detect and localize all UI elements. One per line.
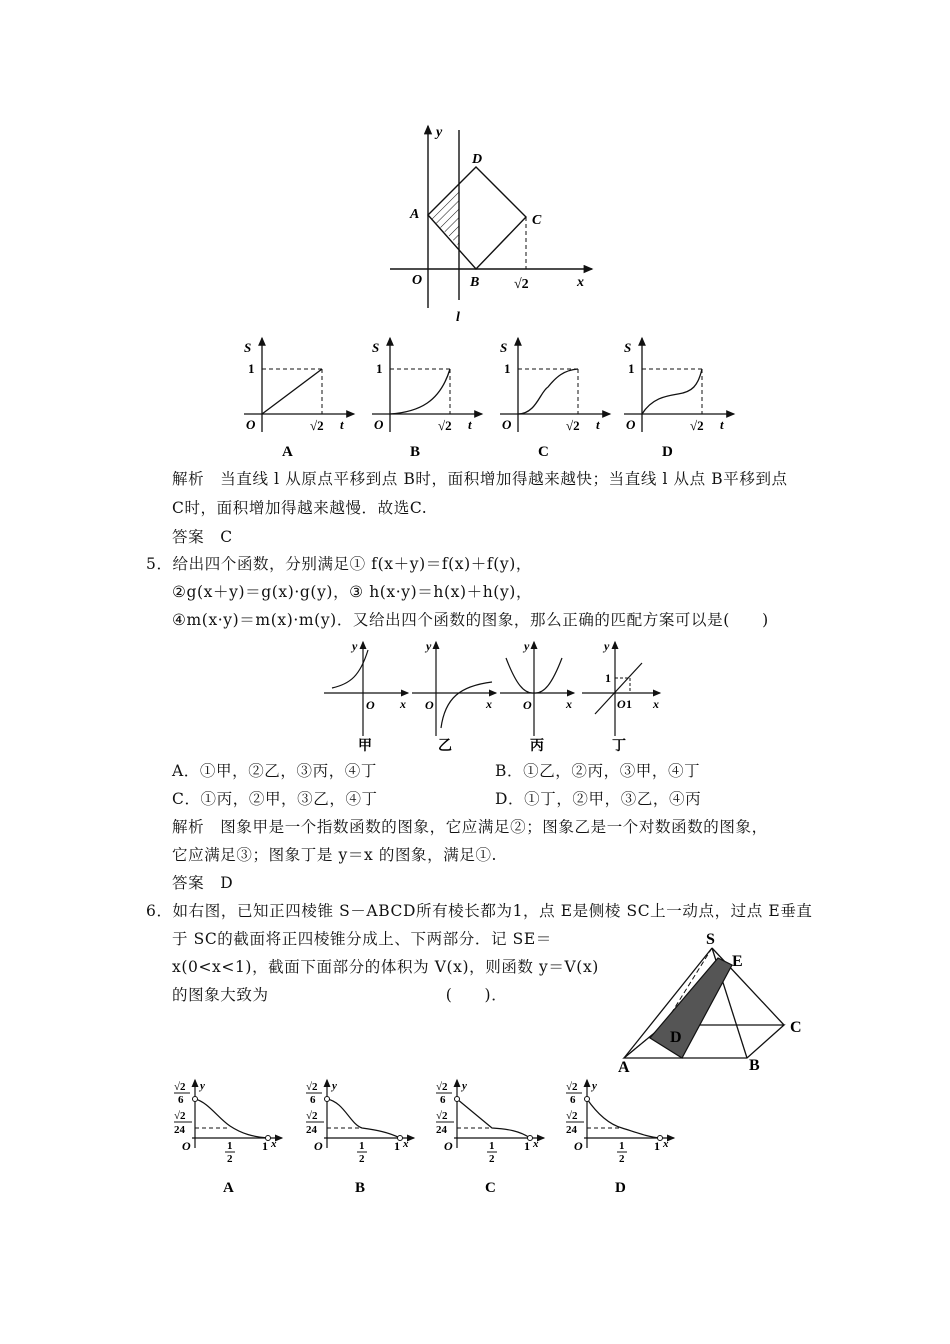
q4-option-graphs <box>236 332 736 462</box>
label-o: O <box>412 273 423 288</box>
origin: O <box>626 417 636 432</box>
svg-text:x: x <box>533 1138 539 1150</box>
svg-text:x: x <box>271 1138 277 1150</box>
svg-text:√2: √2 <box>306 1110 318 1122</box>
q5-stem-line1: 5．给出四个函数，分别满足① f(x＋y)＝f(x)＋f(y)， <box>146 555 532 573</box>
svg-text:C: C <box>485 1180 496 1196</box>
svg-text:6: 6 <box>440 1094 446 1106</box>
label-s: S <box>706 931 715 948</box>
label-e: E <box>732 953 743 970</box>
svg-text:√2: √2 <box>566 1081 578 1093</box>
svg-text:√2: √2 <box>306 1081 318 1093</box>
axis-t: t <box>340 417 344 432</box>
q4-graph-d <box>616 332 740 460</box>
q4-graph-a <box>236 332 360 460</box>
svg-text:D: D <box>615 1180 626 1196</box>
svg-text:O: O <box>182 1139 191 1153</box>
svg-text:x: x <box>566 697 572 711</box>
svg-text:x: x <box>486 697 492 711</box>
svg-text:√2: √2 <box>436 1110 448 1122</box>
svg-text:乙: 乙 <box>438 739 452 754</box>
svg-text:1: 1 <box>524 1139 530 1153</box>
svg-text:丙: 丙 <box>530 739 544 754</box>
axis-s: S <box>244 340 252 355</box>
svg-text:O: O <box>574 1139 583 1153</box>
svg-text:6: 6 <box>310 1094 316 1106</box>
q5-analysis-line2: 它应满足③；图象丁是 y＝x 的图象，满足①. <box>172 846 498 864</box>
q5-answer: 答案 D <box>172 874 234 892</box>
pyramid-figure <box>612 930 817 1080</box>
q5-option-a: A．①甲，②乙，③丙，④丁 <box>172 762 377 780</box>
label-sqrt2: √2 <box>514 277 529 292</box>
q4-analysis-line1: 解析 当直线 l 从原点平移到点 B时，面积增加得越来越快；当直线 l 从点 B平移到点 <box>172 470 788 488</box>
svg-text:2: 2 <box>489 1153 495 1165</box>
tick-sqrt2: √2 <box>566 418 580 433</box>
svg-text:x: x <box>653 697 659 711</box>
q6-graph-b <box>300 1076 430 1201</box>
svg-text:6: 6 <box>570 1094 576 1106</box>
graph-ding <box>582 639 660 754</box>
svg-text:√2: √2 <box>436 1081 448 1093</box>
tick-sqrt2: √2 <box>310 418 324 433</box>
square-region-figure <box>380 118 600 328</box>
svg-text:O: O <box>425 698 434 712</box>
q5-graphs <box>320 636 670 758</box>
q6-stem-line3: x(0<x<1)，截面下面部分的体积为 V(x)，则函数 y＝V(x) <box>172 958 599 976</box>
svg-text:丁: 丁 <box>612 739 626 754</box>
svg-text:√2: √2 <box>174 1081 186 1093</box>
svg-text:x: x <box>663 1138 669 1150</box>
svg-text:1: 1 <box>654 1139 660 1153</box>
q6-stem-line1: 6．如右图，已知正四棱锥 S－ABCD所有棱长都为1，点 E是侧棱 SC上一动点，过点 E垂直 <box>146 902 813 920</box>
svg-text:√2: √2 <box>174 1110 186 1122</box>
svg-text:√2: √2 <box>566 1110 578 1122</box>
svg-text:y: y <box>200 1080 205 1092</box>
svg-text:O: O <box>617 697 626 711</box>
cross-section <box>650 958 732 1058</box>
q4-graph-b <box>364 332 488 460</box>
svg-text:1: 1 <box>619 1140 625 1152</box>
svg-text:1: 1 <box>262 1139 268 1153</box>
tick-1: 1 <box>628 361 635 376</box>
axis-s: S <box>624 340 632 355</box>
label-d: D <box>670 1029 682 1046</box>
tick-sqrt2: √2 <box>690 418 704 433</box>
svg-text:24: 24 <box>306 1124 317 1136</box>
svg-text:1: 1 <box>605 671 611 685</box>
label-c: C <box>790 1019 802 1036</box>
q5-analysis-line1: 解析 图象甲是一个指数函数的图象，它应满足②；图象乙是一个对数函数的图象， <box>172 818 768 836</box>
svg-text:24: 24 <box>566 1124 577 1136</box>
q6-graph-a <box>168 1076 298 1201</box>
q4-answer: 答案 C <box>172 528 233 546</box>
svg-text:y: y <box>604 639 610 653</box>
svg-text:y: y <box>524 639 530 653</box>
tick-1: 1 <box>376 361 383 376</box>
svg-text:6: 6 <box>178 1094 184 1106</box>
q5-stem-line3: ④m(x·y)＝m(x)·m(y)．又给出四个函数的图象，那么正确的匹配方案可以是( ) <box>172 611 769 629</box>
q5-option-c: C．①丙，②甲，③乙，④丁 <box>172 790 378 808</box>
option-letter: D <box>662 444 673 460</box>
svg-text:O: O <box>444 1139 453 1153</box>
label-a: A <box>410 207 420 222</box>
hatched-area <box>428 184 459 246</box>
q5-option-d: D．①丁，②甲，③乙，④丙 <box>495 790 702 808</box>
q4-graph-c <box>492 332 616 460</box>
axis-s: S <box>500 340 508 355</box>
svg-text:B: B <box>355 1180 366 1196</box>
q6-option-graphs <box>168 1076 708 1206</box>
q5-option-b: B．①乙，②丙，③甲，④丁 <box>495 762 701 780</box>
svg-text:y: y <box>332 1080 337 1092</box>
svg-text:24: 24 <box>174 1124 185 1136</box>
svg-text:x: x <box>400 697 406 711</box>
q6-graph-d <box>560 1076 690 1201</box>
tick-1: 1 <box>504 361 511 376</box>
label-d: D <box>472 152 483 167</box>
svg-text:甲: 甲 <box>358 739 372 754</box>
label-c: C <box>532 213 542 228</box>
svg-text:24: 24 <box>436 1124 447 1136</box>
svg-text:1: 1 <box>359 1140 365 1152</box>
svg-text:O: O <box>366 698 375 712</box>
origin: O <box>246 417 256 432</box>
q6-stem-line4: 的图象大致为 ( )． <box>172 986 508 1004</box>
label-y: y <box>436 125 443 140</box>
svg-text:O: O <box>314 1139 323 1153</box>
svg-text:2: 2 <box>227 1153 233 1165</box>
svg-text:1: 1 <box>394 1139 400 1153</box>
axis-t: t <box>720 417 724 432</box>
axis-s: S <box>372 340 380 355</box>
option-letter: B <box>410 444 421 460</box>
svg-text:2: 2 <box>619 1153 625 1165</box>
svg-text:A: A <box>223 1180 234 1196</box>
graph-bing <box>500 639 574 754</box>
label-x: x <box>577 275 584 290</box>
svg-text:x: x <box>403 1138 409 1150</box>
label-l: l <box>456 310 460 325</box>
q4-analysis-line2: C时，面积增加得越来越慢．故选C. <box>172 499 428 517</box>
option-letter: A <box>282 444 293 460</box>
svg-text:1: 1 <box>227 1140 233 1152</box>
svg-text:y: y <box>462 1080 467 1092</box>
svg-text:2: 2 <box>359 1153 365 1165</box>
origin: O <box>502 417 512 432</box>
option-letter: C <box>538 444 549 460</box>
graph-jia <box>324 639 408 754</box>
label-a: A <box>618 1059 630 1076</box>
q6-graph-c <box>430 1076 560 1201</box>
axis-t: t <box>468 417 472 432</box>
svg-text:O: O <box>523 698 532 712</box>
tick-1: 1 <box>248 361 255 376</box>
q6-stem-line2: 于 SC的截面将正四棱锥分成上、下两部分．记 SE＝ <box>172 930 552 948</box>
label-b: B <box>470 275 480 290</box>
axis-t: t <box>596 417 600 432</box>
graph-yi <box>412 639 496 754</box>
svg-text:1: 1 <box>489 1140 495 1152</box>
svg-text:1: 1 <box>626 697 632 711</box>
label-b: B <box>749 1057 760 1074</box>
svg-text:y: y <box>426 639 432 653</box>
q5-stem-line2: ②g(x＋y)＝g(x)·g(y)，③ h(x·y)＝h(x)＋h(y)， <box>172 583 533 601</box>
tick-sqrt2: √2 <box>438 418 452 433</box>
svg-text:y: y <box>352 639 358 653</box>
origin: O <box>374 417 384 432</box>
svg-text:y: y <box>592 1080 597 1092</box>
